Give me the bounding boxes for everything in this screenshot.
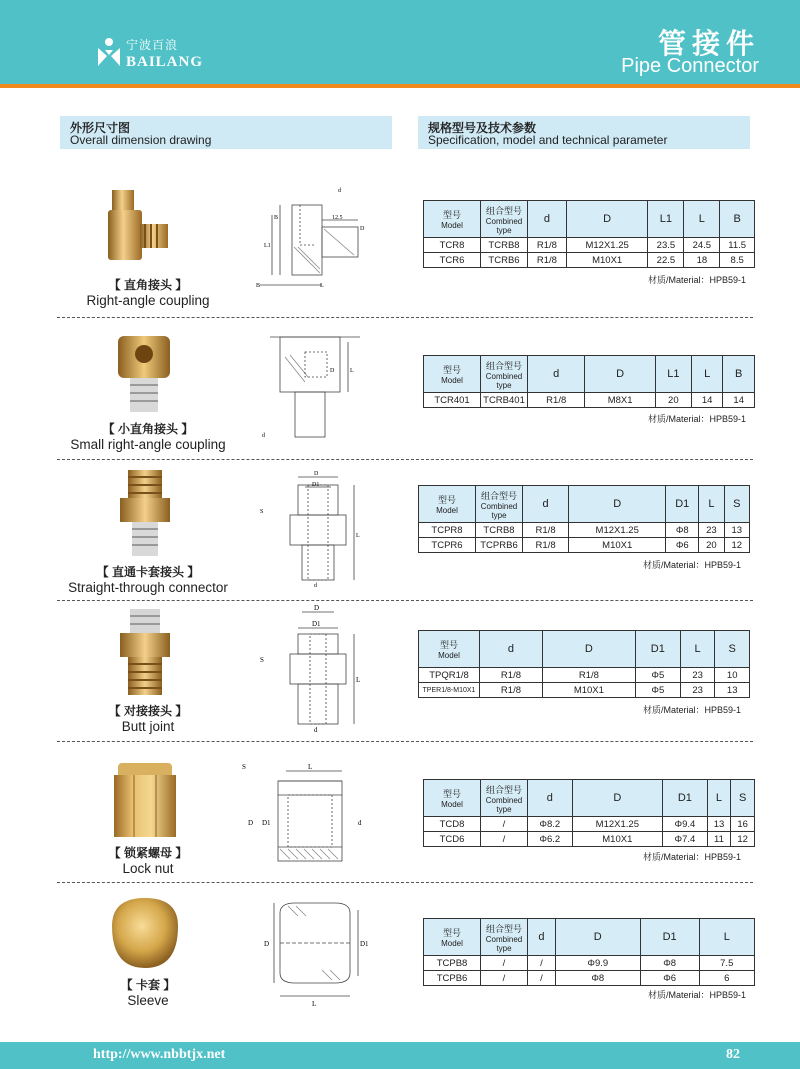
header-col: L1: [648, 201, 684, 238]
header-col: L: [699, 919, 754, 956]
lock-nut-drawing: [238, 761, 373, 871]
butt-joint-caption: [48, 702, 248, 734]
product-name-en: Butt joint: [121, 719, 175, 734]
table-row: TCD6 / Φ6.2 M10X1 Φ7.4 11 12: [424, 832, 755, 847]
specification-heading-en: Specification, model and technical parameter: [428, 133, 668, 147]
material-note: 材质/Material：HPB59-1: [643, 705, 742, 715]
label-D: D: [360, 226, 365, 232]
header-model: 型号 Model: [419, 486, 476, 523]
label-L: L: [356, 533, 360, 539]
product-name-en: Straight-through connector: [68, 580, 228, 595]
butt-joint-drawing: [250, 604, 385, 734]
product-name-cn: 【 直角接头 】: [108, 278, 188, 292]
header-col: L1: [655, 356, 691, 393]
label-12-5: 12.5: [332, 215, 343, 221]
header-col: L: [707, 780, 731, 817]
header-col: D1: [635, 631, 680, 668]
product-name-en: Small right-angle coupling: [70, 437, 226, 452]
spec-table-lock-nut: [423, 779, 755, 847]
right-angle-coupling-drawing: [250, 185, 385, 290]
header-col: S: [731, 780, 755, 817]
label-L: L: [308, 763, 313, 771]
material-note: 材质/Material：HPB59-1: [648, 990, 747, 1000]
label-D1: D1: [360, 940, 369, 948]
header-col: d: [523, 486, 569, 523]
small-right-angle-coupling-drawing: [250, 327, 385, 442]
label-B: B: [274, 215, 279, 221]
product-row-sleeve: [0, 888, 800, 1028]
spec-table-straight-through-connector: [418, 485, 750, 553]
table-row: TCR401 TCRB401 R1/8 M8X1 20 14 14: [424, 393, 755, 408]
product-name-en: Sleeve: [127, 993, 169, 1008]
header-col: d: [528, 356, 585, 393]
header-col: L: [699, 486, 724, 523]
row-divider: [57, 459, 753, 460]
header-col: D1: [663, 780, 708, 817]
header-col: D: [555, 919, 640, 956]
row-divider: [57, 741, 753, 742]
dimension-heading-en: Overall dimension drawing: [70, 133, 212, 147]
product-row-straight-through-connector: [0, 465, 800, 595]
straight-through-connector-caption: [48, 563, 248, 595]
header-col: D1: [640, 919, 699, 956]
spec-table-small-right-angle-coupling: [423, 355, 755, 408]
page-number: 82: [726, 1047, 740, 1062]
header-col: S: [724, 486, 749, 523]
table-row: TCPB6 / / Φ8 Φ6 6: [424, 971, 755, 986]
header-col: d: [528, 201, 567, 238]
product-name-en: Lock nut: [122, 861, 174, 876]
header-model: 型号 Model: [424, 780, 481, 817]
table-row: TCPB8 / / Φ9.9 Φ8 7.5: [424, 956, 755, 971]
header-combined-type: 组合型号 Combined type: [481, 356, 528, 393]
header-col: B: [723, 356, 755, 393]
table-row: TCR6 TCRB6 R1/8 M10X1 22.5 18 8.5: [424, 253, 755, 268]
label-D1: D1: [312, 620, 321, 628]
header-model: 型号 Model: [424, 356, 481, 393]
logo-english: BAILANG: [126, 54, 204, 70]
label-D1: D1: [312, 482, 320, 488]
label-d: d: [314, 583, 317, 589]
table-row: TCR8 TCRB8 R1/8 M12X1.25 23.5 24.5 11.5: [424, 238, 755, 253]
lock-nut-caption: [48, 844, 248, 876]
bailang-logo-icon: [96, 36, 122, 70]
label-B-bottom: B: [256, 283, 261, 289]
material-note: 材质/Material：HPB59-1: [648, 414, 747, 424]
product-row-right-angle-coupling: [0, 180, 800, 315]
header-model: 型号 Model: [424, 201, 481, 238]
product-name-cn: 【 直通卡套接头 】: [96, 565, 200, 579]
row-divider: [57, 882, 753, 883]
header-col: D: [572, 780, 663, 817]
header-col: L: [691, 356, 723, 393]
header-col: d: [528, 919, 556, 956]
label-L: L: [350, 368, 354, 374]
table-row: TCD8 / Φ8.2 M12X1.25 Φ9.4 13 16: [424, 817, 755, 832]
label-D: D: [330, 368, 335, 374]
straight-through-connector-photo: [100, 470, 190, 560]
label-d: d: [314, 726, 318, 734]
header-col: d: [528, 780, 573, 817]
page-header: [0, 0, 800, 84]
spec-table-right-angle-coupling: [423, 200, 755, 268]
header-col: B: [720, 201, 755, 238]
header-col: D: [569, 486, 666, 523]
product-name-cn: 【 对接接头 】: [108, 704, 188, 718]
label-d: d: [338, 188, 341, 194]
header-col: D: [542, 631, 635, 668]
label-S: S: [260, 509, 264, 515]
specification-heading: [418, 116, 750, 149]
row-divider: [57, 600, 753, 601]
small-right-angle-coupling-caption: [48, 420, 248, 452]
label-d: d: [262, 433, 265, 439]
material-note: 材质/Material：HPB59-1: [643, 852, 742, 862]
header-accent-bar: [0, 84, 800, 88]
page-title-en: Pipe Connector: [621, 55, 759, 77]
header-combined-type: 组合型号 Combined type: [481, 201, 528, 238]
table-row: TPQR1/8 R1/8 R1/8 Φ5 23 10: [419, 668, 750, 683]
spec-table-sleeve: [423, 918, 755, 986]
header-combined-type: 组合型号 Combined type: [481, 780, 528, 817]
label-L1: L1: [264, 243, 271, 249]
header-combined-type: 组合型号 Combined type: [481, 919, 528, 956]
product-row-butt-joint: [0, 604, 800, 739]
label-L: L: [356, 676, 361, 684]
sleeve-photo: [100, 896, 190, 971]
header-col: L: [684, 201, 720, 238]
table-row: TCPR6 TCPRB6 R1/8 M10X1 Φ6 20 12: [419, 538, 750, 553]
label-D: D: [264, 940, 270, 948]
header-model: 型号 Model: [419, 631, 480, 668]
header-col: D: [585, 356, 655, 393]
product-row-small-right-angle-coupling: [0, 322, 800, 454]
label-S: S: [260, 656, 264, 664]
label-S: S: [242, 763, 246, 771]
specification-heading-cn: 规格型号及技术参数: [428, 121, 537, 135]
header-col: S: [715, 631, 750, 668]
footer-url[interactable]: http://www.nbbtjx.net: [93, 1047, 226, 1062]
header-col: L: [680, 631, 715, 668]
dimension-drawing-heading: [60, 116, 392, 149]
label-d: d: [358, 819, 362, 827]
logo-chinese: 宁波百浪: [126, 38, 179, 52]
header-model: 型号 Model: [424, 919, 481, 956]
label-D: D: [248, 819, 254, 827]
label-D: D: [314, 471, 319, 477]
row-divider: [57, 317, 753, 318]
product-name-en: Right-angle coupling: [86, 293, 210, 308]
table-row: TPER1/8-M10X1 R1/8 M10X1 Φ5 23 13: [419, 683, 750, 698]
header-col: d: [480, 631, 543, 668]
sleeve-caption: [48, 976, 248, 1008]
material-note: 材质/Material：HPB59-1: [643, 560, 742, 570]
product-name-cn: 【 卡套 】: [120, 978, 176, 992]
label-D: D: [314, 604, 320, 612]
label-D1: D1: [262, 819, 271, 827]
table-row: TCPR8 TCRB8 R1/8 M12X1.25 Φ8 23 13: [419, 523, 750, 538]
sleeve-drawing: [250, 898, 385, 1008]
product-name-cn: 【 小直角接头 】: [102, 422, 194, 436]
header-col: D: [566, 201, 648, 238]
header-combined-type: 组合型号 Combined type: [476, 486, 523, 523]
page-title-cn: 管接件: [657, 28, 760, 59]
right-angle-coupling-photo: [100, 190, 190, 270]
small-right-angle-coupling-photo: [100, 332, 190, 417]
label-L: L: [312, 1000, 317, 1008]
header-col: D1: [666, 486, 699, 523]
butt-joint-photo: [100, 609, 190, 699]
spec-table-butt-joint: [418, 630, 750, 698]
product-row-lock-nut: [0, 746, 800, 878]
product-name-cn: 【 锁紧螺母 】: [108, 846, 188, 860]
page-footer: [0, 1042, 800, 1069]
lock-nut-photo: [100, 761, 190, 841]
right-angle-coupling-caption: [48, 276, 248, 308]
label-L: L: [320, 283, 324, 289]
material-note: 材质/Material：HPB59-1: [648, 275, 747, 285]
straight-through-connector-drawing: [250, 465, 385, 590]
dimension-heading-cn: 外形尺寸图: [70, 121, 131, 135]
